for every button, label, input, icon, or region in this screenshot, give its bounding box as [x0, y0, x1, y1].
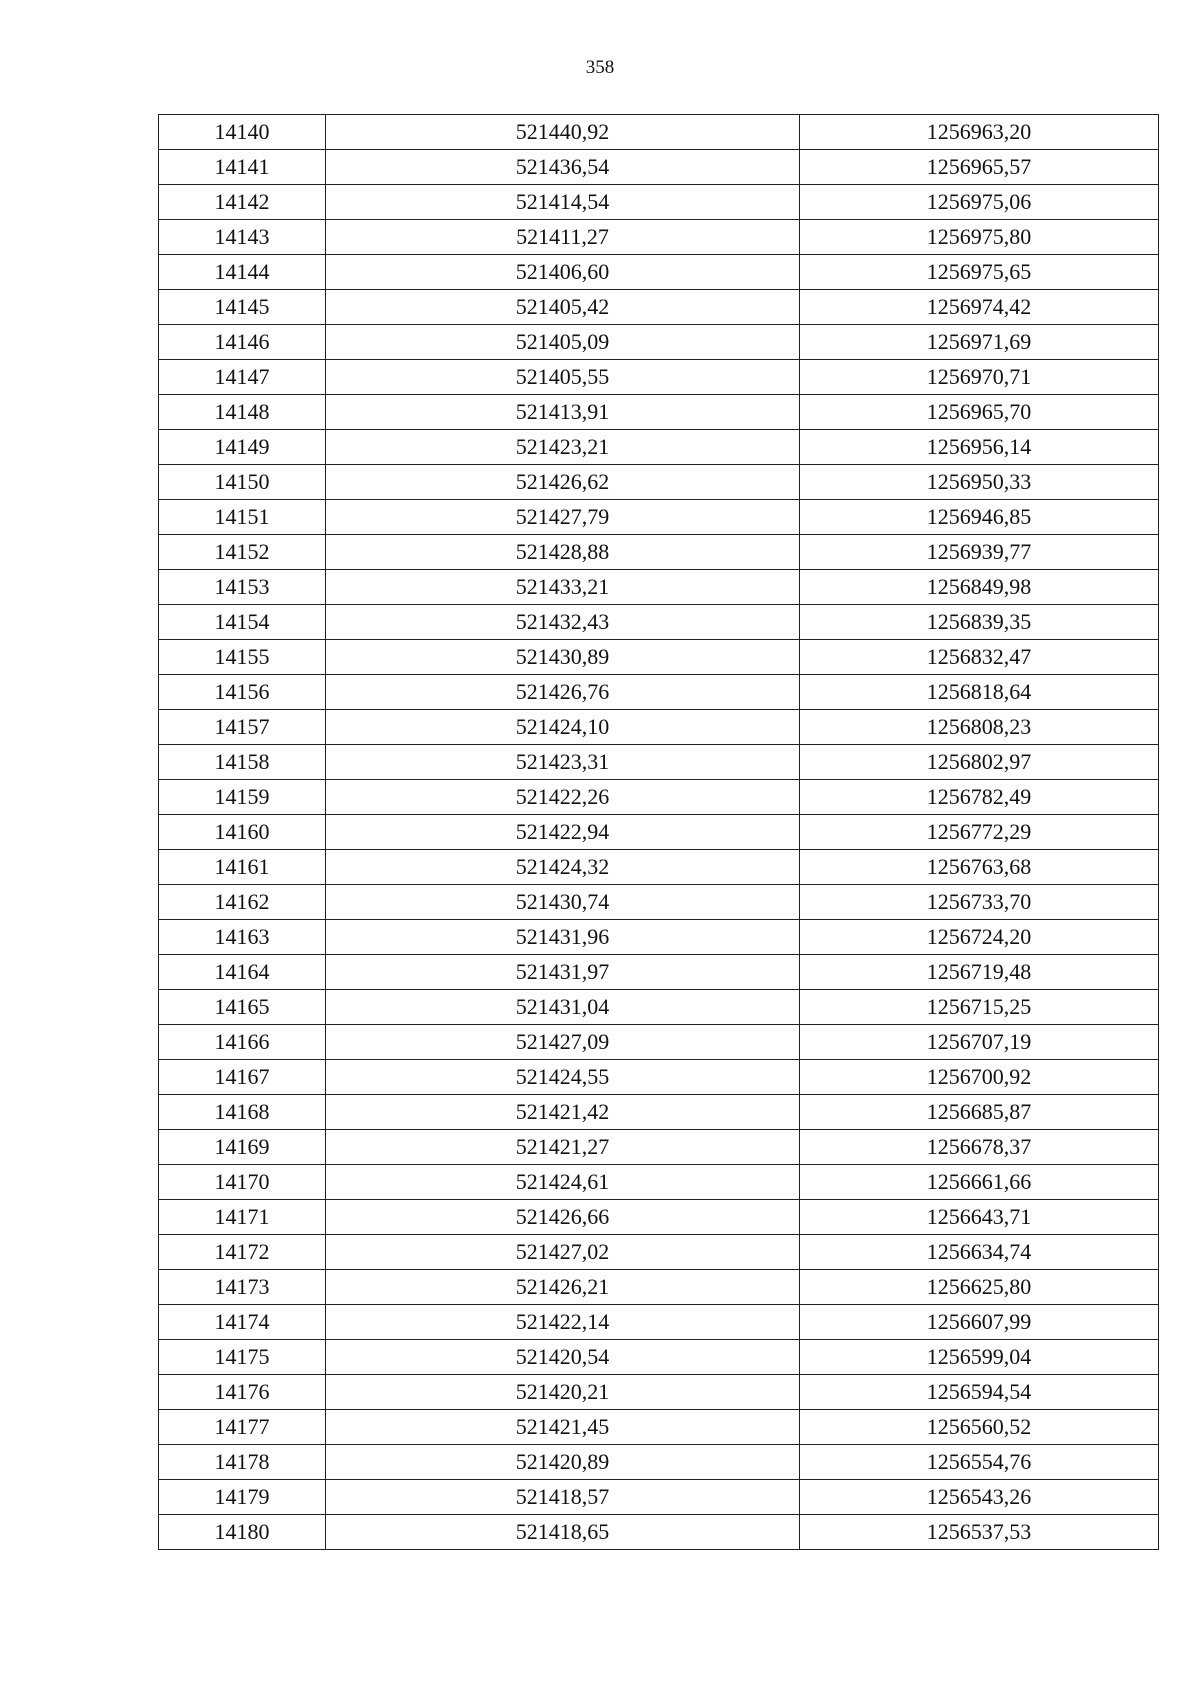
x-coordinate-cell: 521427,02: [326, 1235, 800, 1270]
x-coordinate-cell: 521421,42: [326, 1095, 800, 1130]
point-number-cell: 14160: [159, 815, 326, 850]
y-coordinate-cell: 1256724,20: [800, 920, 1159, 955]
x-coordinate-cell: 521420,21: [326, 1375, 800, 1410]
table-row: [159, 1165, 1159, 1200]
table-row: [159, 885, 1159, 920]
y-coordinate-cell: 1256643,71: [800, 1200, 1159, 1235]
point-number-cell: 14180: [159, 1515, 326, 1550]
x-coordinate-cell: 521424,61: [326, 1165, 800, 1200]
y-coordinate-cell: 1256782,49: [800, 780, 1159, 815]
y-coordinate-cell: 1256733,70: [800, 885, 1159, 920]
y-coordinate-cell: 1256975,65: [800, 255, 1159, 290]
x-coordinate-cell: 521424,10: [326, 710, 800, 745]
x-coordinate-cell: 521413,91: [326, 395, 800, 430]
coordinates-table-body: [159, 115, 1159, 1550]
point-number-cell: 14142: [159, 185, 326, 220]
table-row: [159, 955, 1159, 990]
y-coordinate-cell: 1256772,29: [800, 815, 1159, 850]
x-coordinate-cell: 521405,55: [326, 360, 800, 395]
x-coordinate-cell: 521418,65: [326, 1515, 800, 1550]
point-number-cell: 14153: [159, 570, 326, 605]
point-number-cell: 14164: [159, 955, 326, 990]
point-number-cell: 14179: [159, 1480, 326, 1515]
table-row: [159, 920, 1159, 955]
x-coordinate-cell: 521426,62: [326, 465, 800, 500]
y-coordinate-cell: 1256678,37: [800, 1130, 1159, 1165]
point-number-cell: 14141: [159, 150, 326, 185]
table-row: [159, 255, 1159, 290]
x-coordinate-cell: 521421,45: [326, 1410, 800, 1445]
x-coordinate-cell: 521427,09: [326, 1025, 800, 1060]
point-number-cell: 14156: [159, 675, 326, 710]
table-row: [159, 1375, 1159, 1410]
y-coordinate-cell: 1256849,98: [800, 570, 1159, 605]
x-coordinate-cell: 521420,54: [326, 1340, 800, 1375]
y-coordinate-cell: 1256965,57: [800, 150, 1159, 185]
y-coordinate-cell: 1256963,20: [800, 115, 1159, 150]
point-number-cell: 14159: [159, 780, 326, 815]
x-coordinate-cell: 521431,97: [326, 955, 800, 990]
point-number-cell: 14151: [159, 500, 326, 535]
coordinates-table: [158, 114, 1159, 1550]
point-number-cell: 14149: [159, 430, 326, 465]
table-row: [159, 185, 1159, 220]
table-row: [159, 605, 1159, 640]
point-number-cell: 14157: [159, 710, 326, 745]
x-coordinate-cell: 521430,89: [326, 640, 800, 675]
point-number-cell: 14176: [159, 1375, 326, 1410]
y-coordinate-cell: 1256975,06: [800, 185, 1159, 220]
x-coordinate-cell: 521440,92: [326, 115, 800, 150]
y-coordinate-cell: 1256634,74: [800, 1235, 1159, 1270]
x-coordinate-cell: 521430,74: [326, 885, 800, 920]
y-coordinate-cell: 1256971,69: [800, 325, 1159, 360]
page-number: 358: [585, 57, 615, 78]
table-row: [159, 360, 1159, 395]
x-coordinate-cell: 521423,21: [326, 430, 800, 465]
table-row: [159, 150, 1159, 185]
y-coordinate-cell: 1256543,26: [800, 1480, 1159, 1515]
x-coordinate-cell: 521422,94: [326, 815, 800, 850]
table-row: [159, 1480, 1159, 1515]
x-coordinate-cell: 521432,43: [326, 605, 800, 640]
x-coordinate-cell: 521405,09: [326, 325, 800, 360]
y-coordinate-cell: 1256802,97: [800, 745, 1159, 780]
table-row: [159, 325, 1159, 360]
table-row: [159, 1200, 1159, 1235]
point-number-cell: 14166: [159, 1025, 326, 1060]
point-number-cell: 14154: [159, 605, 326, 640]
x-coordinate-cell: 521426,76: [326, 675, 800, 710]
y-coordinate-cell: 1256685,87: [800, 1095, 1159, 1130]
table-row: [159, 395, 1159, 430]
table-row: [159, 1025, 1159, 1060]
table-row: [159, 570, 1159, 605]
table-row: [159, 990, 1159, 1025]
y-coordinate-cell: 1256970,71: [800, 360, 1159, 395]
table-row: [159, 430, 1159, 465]
point-number-cell: 14147: [159, 360, 326, 395]
x-coordinate-cell: 521414,54: [326, 185, 800, 220]
x-coordinate-cell: 521433,21: [326, 570, 800, 605]
point-number-cell: 14165: [159, 990, 326, 1025]
table-row: [159, 1445, 1159, 1480]
y-coordinate-cell: 1256808,23: [800, 710, 1159, 745]
y-coordinate-cell: 1256975,80: [800, 220, 1159, 255]
point-number-cell: 14173: [159, 1270, 326, 1305]
y-coordinate-cell: 1256946,85: [800, 500, 1159, 535]
table-row: [159, 465, 1159, 500]
table-row: [159, 745, 1159, 780]
table-row: [159, 675, 1159, 710]
point-number-cell: 14174: [159, 1305, 326, 1340]
point-number-cell: 14167: [159, 1060, 326, 1095]
table-row: [159, 1340, 1159, 1375]
point-number-cell: 14158: [159, 745, 326, 780]
point-number-cell: 14162: [159, 885, 326, 920]
x-coordinate-cell: 521426,66: [326, 1200, 800, 1235]
point-number-cell: 14175: [159, 1340, 326, 1375]
point-number-cell: 14177: [159, 1410, 326, 1445]
x-coordinate-cell: 521422,14: [326, 1305, 800, 1340]
table-row: [159, 1305, 1159, 1340]
y-coordinate-cell: 1256599,04: [800, 1340, 1159, 1375]
table-row: [159, 1270, 1159, 1305]
table-row: [159, 640, 1159, 675]
x-coordinate-cell: 521421,27: [326, 1130, 800, 1165]
y-coordinate-cell: 1256625,80: [800, 1270, 1159, 1305]
table-row: [159, 1060, 1159, 1095]
point-number-cell: 14169: [159, 1130, 326, 1165]
x-coordinate-cell: 521422,26: [326, 780, 800, 815]
table-row: [159, 1515, 1159, 1550]
point-number-cell: 14150: [159, 465, 326, 500]
y-coordinate-cell: 1256707,19: [800, 1025, 1159, 1060]
table-row: [159, 500, 1159, 535]
point-number-cell: 14152: [159, 535, 326, 570]
x-coordinate-cell: 521418,57: [326, 1480, 800, 1515]
point-number-cell: 14143: [159, 220, 326, 255]
table-row: [159, 1095, 1159, 1130]
point-number-cell: 14168: [159, 1095, 326, 1130]
table-row: [159, 710, 1159, 745]
table-row: [159, 535, 1159, 570]
table-row: [159, 815, 1159, 850]
point-number-cell: 14144: [159, 255, 326, 290]
point-number-cell: 14145: [159, 290, 326, 325]
table-row: [159, 220, 1159, 255]
x-coordinate-cell: 521411,27: [326, 220, 800, 255]
x-coordinate-cell: 521405,42: [326, 290, 800, 325]
table-row: [159, 1235, 1159, 1270]
x-coordinate-cell: 521423,31: [326, 745, 800, 780]
table-row: [159, 780, 1159, 815]
y-coordinate-cell: 1256715,25: [800, 990, 1159, 1025]
point-number-cell: 14178: [159, 1445, 326, 1480]
y-coordinate-cell: 1256950,33: [800, 465, 1159, 500]
y-coordinate-cell: 1256607,99: [800, 1305, 1159, 1340]
y-coordinate-cell: 1256832,47: [800, 640, 1159, 675]
y-coordinate-cell: 1256939,77: [800, 535, 1159, 570]
x-coordinate-cell: 521420,89: [326, 1445, 800, 1480]
point-number-cell: 14170: [159, 1165, 326, 1200]
point-number-cell: 14155: [159, 640, 326, 675]
y-coordinate-cell: 1256956,14: [800, 430, 1159, 465]
table-row: [159, 115, 1159, 150]
point-number-cell: 14172: [159, 1235, 326, 1270]
x-coordinate-cell: 521436,54: [326, 150, 800, 185]
point-number-cell: 14146: [159, 325, 326, 360]
x-coordinate-cell: 521428,88: [326, 535, 800, 570]
x-coordinate-cell: 521426,21: [326, 1270, 800, 1305]
x-coordinate-cell: 521431,96: [326, 920, 800, 955]
y-coordinate-cell: 1256661,66: [800, 1165, 1159, 1200]
y-coordinate-cell: 1256554,76: [800, 1445, 1159, 1480]
x-coordinate-cell: 521406,60: [326, 255, 800, 290]
table-row: [159, 850, 1159, 885]
point-number-cell: 14161: [159, 850, 326, 885]
y-coordinate-cell: 1256560,52: [800, 1410, 1159, 1445]
table-row: [159, 1130, 1159, 1165]
y-coordinate-cell: 1256719,48: [800, 955, 1159, 990]
x-coordinate-cell: 521424,32: [326, 850, 800, 885]
point-number-cell: 14148: [159, 395, 326, 430]
y-coordinate-cell: 1256594,54: [800, 1375, 1159, 1410]
x-coordinate-cell: 521424,55: [326, 1060, 800, 1095]
y-coordinate-cell: 1256818,64: [800, 675, 1159, 710]
y-coordinate-cell: 1256839,35: [800, 605, 1159, 640]
table-row: [159, 1410, 1159, 1445]
y-coordinate-cell: 1256974,42: [800, 290, 1159, 325]
table-row: [159, 290, 1159, 325]
point-number-cell: 14163: [159, 920, 326, 955]
x-coordinate-cell: 521427,79: [326, 500, 800, 535]
point-number-cell: 14171: [159, 1200, 326, 1235]
y-coordinate-cell: 1256965,70: [800, 395, 1159, 430]
y-coordinate-cell: 1256700,92: [800, 1060, 1159, 1095]
y-coordinate-cell: 1256763,68: [800, 850, 1159, 885]
point-number-cell: 14140: [159, 115, 326, 150]
x-coordinate-cell: 521431,04: [326, 990, 800, 1025]
y-coordinate-cell: 1256537,53: [800, 1515, 1159, 1550]
